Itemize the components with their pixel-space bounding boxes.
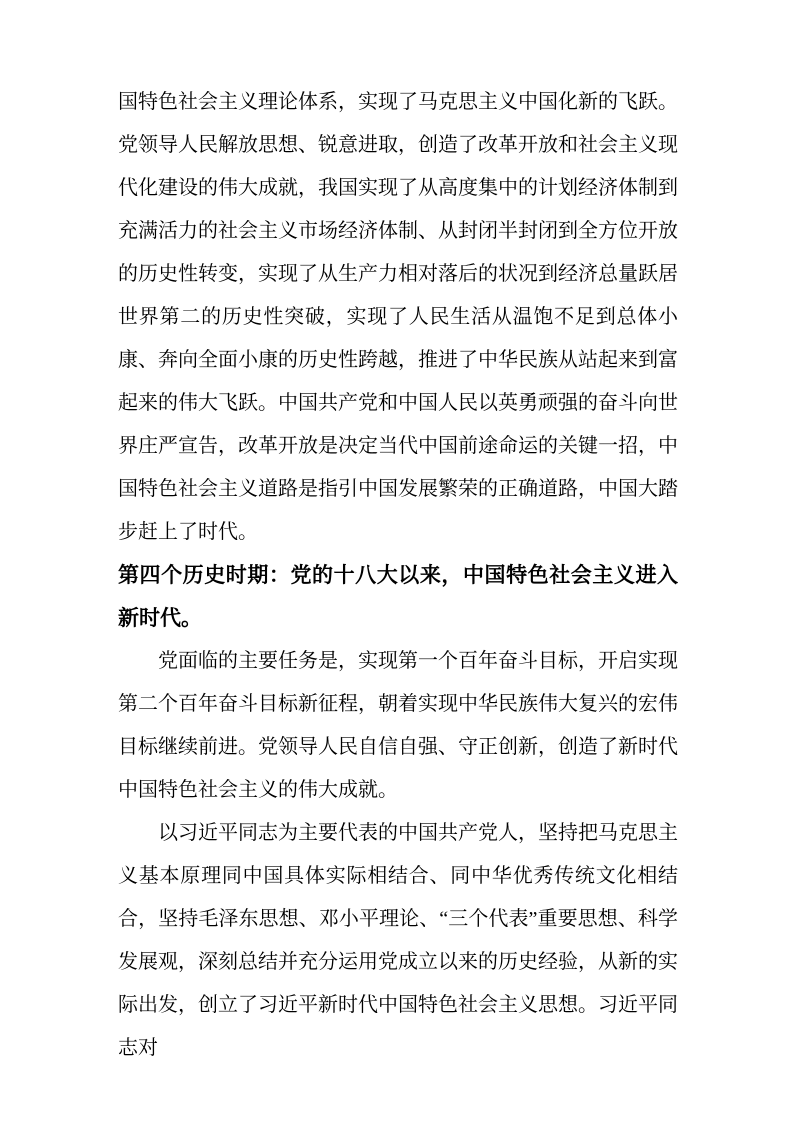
section-heading-fourth-period: 第四个历史时期：党的十八大以来，中国特色社会主义进入新时代。 — [118, 564, 678, 630]
paragraph-continuation: 国特色社会主义理论体系，实现了马克思主义中国化新的飞跃。党领导人民解放思想、锐意进取，创造了改革开放和社会主义现代化建设的伟大成就，我国实现了从高度集中的计划经济体制到充满活力的社会主义市场经济体制、从封闭半封闭到全方位开放的历史性转变，实现了从生产力相对落后的状况到经济总量跃居世界第二的历史性突破，实现了人民生活从温饱不足到总体小康、奔向全面小康的历史性跨越，推进了中华民族从站起来到富起来的伟大飞跃。中国共产党和中国人民以英勇顽强的奋斗向世界庄严宣告，改革开放是决定当代中国前途命运的关键一招，中国特色社会主义道路是指引中国发展繁荣的正确道路，中国大踏步赶上了时代。 — [118, 91, 678, 543]
paragraph-xi-thought: 以习近平同志为主要代表的中国共产党人，坚持把马克思主义基本原理同中国具体实际相结合、同中华优秀传统文化相结合，坚持毛泽东思想、邓小平理论、“三个代表”重要思想、科学发展观，深刻总结并充分运用党成立以来的历史经验，从新的实际出发，创立了习近平新时代中国特色社会主义思想。习近平同志对 — [118, 822, 678, 1059]
paragraph-main-tasks: 党面临的主要任务是，实现第一个百年奋斗目标，开启实现第二个百年奋斗目标新征程，朝着实现中华民族伟大复兴的宏伟目标继续前进。党领导人民自信自强、守正创新，创造了新时代中国特色社会主义的伟大成就。 — [118, 650, 678, 801]
document-content — [118, 81, 678, 1070]
